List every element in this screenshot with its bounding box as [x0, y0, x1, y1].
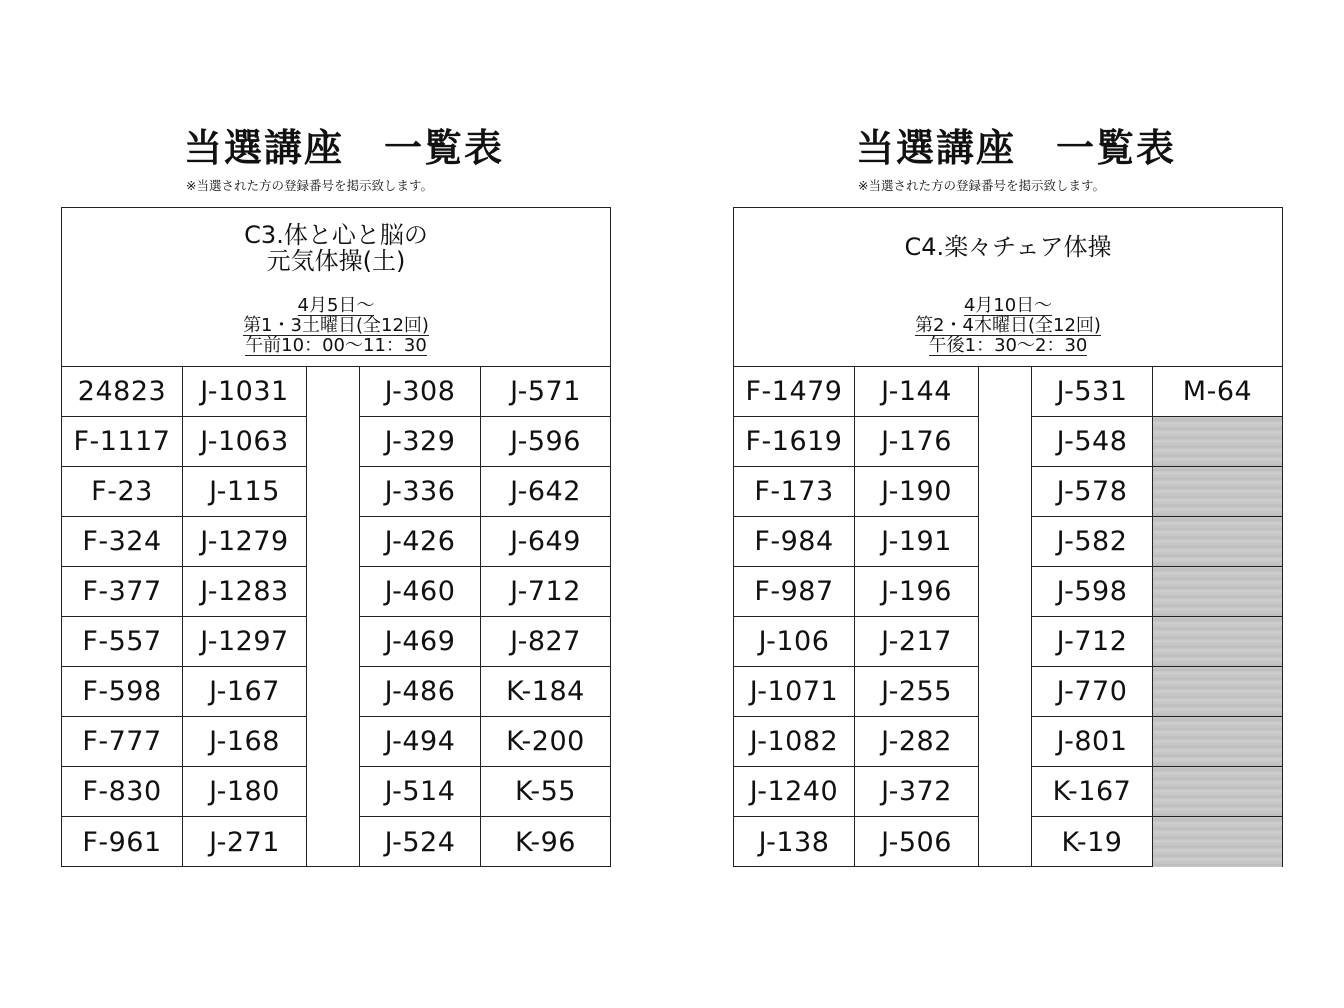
registration-number: J-524: [360, 817, 481, 867]
column-gap: [307, 667, 360, 717]
shaded-empty-cell: [1153, 817, 1282, 867]
registration-number: F-557: [62, 617, 183, 667]
column-gap: [307, 467, 360, 517]
schedule-frequency: 第1・3土曜日(全12回): [243, 315, 429, 336]
registration-number: J-596: [481, 417, 610, 467]
schedule-start: 4月10日～: [963, 295, 1053, 316]
registration-number: J-582: [1032, 517, 1153, 567]
registration-number: J-712: [481, 567, 610, 617]
registration-number: J-138: [734, 817, 855, 867]
registration-number: F-830: [62, 767, 183, 817]
registration-number: F-777: [62, 717, 183, 767]
column-gap: [307, 767, 360, 817]
registration-number: J-336: [360, 467, 481, 517]
registration-number: J-598: [1032, 567, 1153, 617]
schedule-start: 4月5日～: [297, 295, 375, 316]
registration-number: J-176: [855, 417, 979, 467]
registration-number: J-571: [481, 367, 610, 417]
registration-number: J-712: [1032, 617, 1153, 667]
registration-number: F-23: [62, 467, 183, 517]
registration-number: J-190: [855, 467, 979, 517]
registration-number: J-1071: [734, 667, 855, 717]
registration-number: J-180: [183, 767, 307, 817]
registration-number: J-282: [855, 717, 979, 767]
column-gap: [979, 667, 1032, 717]
registration-number: F-961: [62, 817, 183, 867]
registration-number: J-167: [183, 667, 307, 717]
panel-note: ※当選された方の登録番号を掲示致します。: [186, 178, 433, 193]
registration-number: J-506: [855, 817, 979, 867]
registration-number: F-1619: [734, 417, 855, 467]
course-header: [734, 208, 1282, 367]
course-table: [61, 207, 611, 867]
registration-number: K-55: [481, 767, 610, 817]
shaded-empty-cell: [1153, 767, 1282, 817]
course-title: C3.体と心と脳の 元気体操(土): [244, 221, 428, 275]
column-gap: [979, 417, 1032, 467]
column-gap: [979, 717, 1032, 767]
course-title: C4.楽々チェア体操: [904, 233, 1112, 261]
registration-grid: [734, 367, 1282, 867]
registration-number: K-19: [1032, 817, 1153, 867]
registration-number: F-1117: [62, 417, 183, 467]
registration-number: J-531: [1032, 367, 1153, 417]
column-gap: [307, 367, 360, 417]
registration-number: J-801: [1032, 717, 1153, 767]
schedule-time: 午後1：30～2：30: [928, 335, 1088, 356]
registration-number: J-1279: [183, 517, 307, 567]
column-gap: [307, 417, 360, 467]
registration-number: J-1063: [183, 417, 307, 467]
registration-number: J-426: [360, 517, 481, 567]
registration-number: J-649: [481, 517, 610, 567]
shaded-empty-cell: [1153, 717, 1282, 767]
registration-number: J-372: [855, 767, 979, 817]
column-gap: [307, 817, 360, 867]
shaded-empty-cell: [1153, 617, 1282, 667]
column-gap: [307, 617, 360, 667]
registration-number: J-217: [855, 617, 979, 667]
registration-number: F-324: [62, 517, 183, 567]
registration-number: F-1479: [734, 367, 855, 417]
registration-number: J-168: [183, 717, 307, 767]
registration-number: K-184: [481, 667, 610, 717]
registration-number: F-173: [734, 467, 855, 517]
registration-number: K-167: [1032, 767, 1153, 817]
registration-number: 24823: [62, 367, 183, 417]
registration-number: J-469: [360, 617, 481, 667]
panel-note: ※当選された方の登録番号を掲示致します。: [858, 178, 1105, 193]
registration-number: J-486: [360, 667, 481, 717]
registration-number: J-106: [734, 617, 855, 667]
column-gap: [979, 617, 1032, 667]
registration-number: F-987: [734, 567, 855, 617]
registration-number: J-642: [481, 467, 610, 517]
course-table: [733, 207, 1283, 867]
registration-number: J-1297: [183, 617, 307, 667]
registration-number: J-191: [855, 517, 979, 567]
registration-number: J-578: [1032, 467, 1153, 517]
registration-number: F-598: [62, 667, 183, 717]
shaded-empty-cell: [1153, 417, 1282, 467]
registration-number: J-196: [855, 567, 979, 617]
schedule-time: 午前10：00～11：30: [245, 335, 427, 356]
column-gap: [307, 717, 360, 767]
registration-number: F-984: [734, 517, 855, 567]
registration-number: J-115: [183, 467, 307, 517]
registration-number: J-255: [855, 667, 979, 717]
column-gap: [979, 817, 1032, 867]
registration-number: J-494: [360, 717, 481, 767]
column-gap: [979, 367, 1032, 417]
registration-number: F-377: [62, 567, 183, 617]
schedule-frequency: 第2・4木曜日(全12回): [915, 315, 1101, 336]
registration-number: J-770: [1032, 667, 1153, 717]
registration-number: J-827: [481, 617, 610, 667]
registration-number: J-1031: [183, 367, 307, 417]
registration-number: J-548: [1032, 417, 1153, 467]
registration-number: J-271: [183, 817, 307, 867]
registration-number: J-514: [360, 767, 481, 817]
registration-number: J-460: [360, 567, 481, 617]
column-gap: [979, 567, 1032, 617]
registration-number: J-1082: [734, 717, 855, 767]
registration-number: K-200: [481, 717, 610, 767]
shaded-empty-cell: [1153, 517, 1282, 567]
course-schedule: [62, 296, 610, 356]
shaded-empty-cell: [1153, 567, 1282, 617]
registration-grid: [62, 367, 610, 867]
registration-number: J-1283: [183, 567, 307, 617]
course-schedule: [734, 296, 1282, 356]
column-gap: [979, 467, 1032, 517]
column-gap: [307, 567, 360, 617]
column-gap: [979, 517, 1032, 567]
panel-title: 当選講座 一覧表: [856, 126, 1177, 170]
column-gap: [979, 767, 1032, 817]
registration-number: J-308: [360, 367, 481, 417]
registration-number: J-329: [360, 417, 481, 467]
registration-number: J-1240: [734, 767, 855, 817]
shaded-empty-cell: [1153, 667, 1282, 717]
course-header: [62, 208, 610, 367]
registration-number: M-64: [1153, 367, 1282, 417]
shaded-empty-cell: [1153, 467, 1282, 517]
panel-title: 当選講座 一覧表: [184, 126, 505, 170]
column-gap: [307, 517, 360, 567]
registration-number: K-96: [515, 826, 576, 858]
registration-number: J-144: [855, 367, 979, 417]
